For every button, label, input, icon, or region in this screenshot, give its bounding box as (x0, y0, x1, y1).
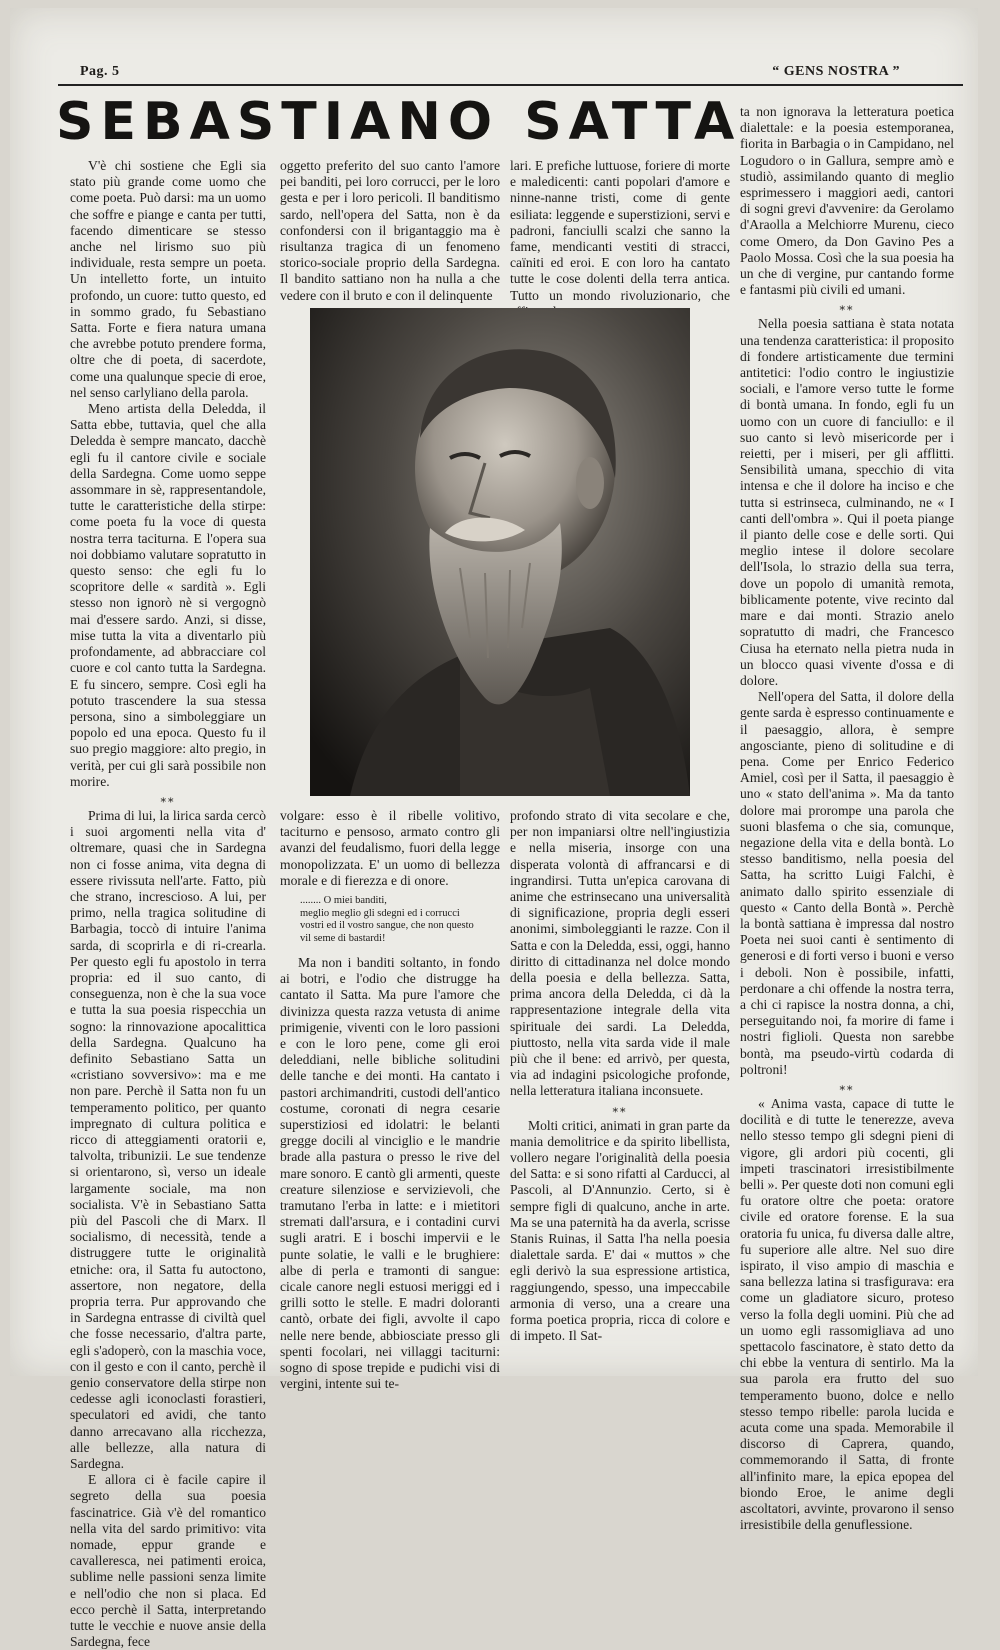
paragraph: Ma non i banditi soltanto, in fondo ai botri, e l'odio che distrugge ha cantato il Satta. Ma pure l'amore che divinizza questa razza vetusta di anime primigenie, viventi con le loro passioni e con le loro pene, come gli eroi deleddiani, nelle bibliche solitudini delle tanche e dei monti. Ha cantato i pastori archimandriti, custodi dell'antico costume, coronati di negra cesarie superstiziosi ed idolatri: le belanti gregge docili al vinciglio e le mandrie brade alla pastura o presso le rive del mare sonoro. E cantò gli armenti, queste creature silenziose e servizievoli, che tramutano l'erba in latte: e i mietitori stremati dall'arsura, e i contadini curvi sugli aratri. E i boschi impervii e le punte solatie, le valli e le brughiere: albe di perla e tramonti di sangue: cicale canore negli estuosi meriggi ed i grilli sotto le stelle. E madri doloranti cantò, orbate dei figli, avvolte il capo nelle nere bende, abbiosciate presso gli spenti focolari, nei villaggi taciturni: sogno di spose trepide e pudichi visi di vergini, intente sui te- (280, 955, 500, 1392)
paragraph: ta non ignorava la letteratura poetica dialettale: e la poesia estemporanea, fiorita in Barbagia o in Campidano, nel Logudoro o in Gallura, sempre amò e studiò, assimilando quanto di meglio esprimessero i maggiori aedi, cantori di sogni grevi d'avvenire: da Gerolamo d'Araolla a Melchiorre Murenu, cieco come Omero, da Don Gavino Pes a Paolo Mossa. Così che la sua poesia ha un che di vergine, pur cantando forme e fantasmi più civili ed umani. (740, 104, 954, 298)
paragraph: V'è chi sostiene che Egli sia stato più grande come uomo che come poeta. Può darsi: ma un uomo che soffre e piange e canta per tutti, facendo dimenticare se stesso anche nel lirismo suo più individuale, resta sempre un poeta. Un intelletto forte, un intuito profondo, un cuore: tutto questo, ed in sommo grado, fu Sebastiano Satta. Forte e fiera natura umana che avrebbe potuto prendere forma, oltre che di poeta, di sacerdote, come una qualunque specie di eroe, nel senso carlyliano della parola. (70, 158, 266, 400)
paragraph: Prima di lui, la lirica sarda cercò i suoi argomenti nella vita d' oltremare, quasi che in Sardegna non ci fosse anima, vita degna di essere rivissuta nell'arte. Fatto, più che strano, increscioso. A lui, per primo, nella tragica solitudine di Barbagia, toccò di intuire l'anima sarda, di scoprirla e di ri-crearla. Per questo egli fu apostolo in terra propria: ed il suo canto, di conseguenza, non è che la sua voce e tutta la sua poesia rispecchia un sogno: la rinnovazione apocalittica della Sardegna. Qualcuno ha definito Sebastiano Satta un «cristiano sovversivo»: ma e me non pare. Perchè il Satta non fu un temperamento politico, per quanto impregnato di cultura politica e ricco di atteggiamenti oratorii e, talvolta, tribunizii. Le sue tendenze si orientarono, sì, verso un ideale largamente sociale, ma non socialista. V'è in Sebastiano Satta più del Pascoli che di Marx. Il socialismo, di necessità, tende a distruggere tutte le originalità etniche: ora, il Satta fu autoctono, assertore, non negatore, della propria terra. Pur approvando che in Sardegna entrasse di civiltà quel che fosse necessario, d'altra parte, egli s'adoperò, con la maschia voce, con il gesto e con il canto, perchè il genio conservatore della stirpe non cedesse agli iconoclasti forastieri, speculatori ed avidi, che tanto danno arrecavano alla ricchezza, alle bellezze, alla natura di Sardegna. (70, 807, 266, 1472)
article-title: SEBASTIANO SATTA (56, 92, 742, 152)
paragraph: Nella poesia sattiana è stata notata una tendenza caratteristica: il proposito di fondere artisticamente due termini antitetici: l'odio contro le ingiustizie sociali, e l'amore verso tutte le forme di bontà umana. In fondo, egli fu un uomo con un cuore di fanciullo: e il suo canto si levò misericorde per i reietti, per i miseri, per gli afflitti. Sensibilità umana, specchio di vita intensa e che il dolore ha inciso e che tutta si estrinseca, culminando, ne « I canti dell'ombra ». Qui il poeta piange il pianto delle cose e delle sorti. Qui meglio intese il dolore secolare dell'Isola, lo strazio della sua terra, dove un popolo di umanità remota, biblicamente potente, vive recinto dal mare e dai monti. Strazio anelo sopratutto di madri, che Francesco Ciusa ha eternato nella pietra nuda in un blocco quasi vivente d'ossa e di dolore. (740, 316, 954, 688)
poem-quote (280, 895, 500, 945)
paragraph: E allora ci è facile capire il segreto della sua poesia fascinatrice. Già v'è del romantico nella vita del sardo primitivo: vita nomade, eppur grande e cavalleresca, nei patimenti eroica, sublime nelle passioni senza limite e nell'odio che non si placa. Ed ecco perchè il Satta, interpretando tutte le vecchie e nuove ansie della Sardegna, fece (70, 1472, 266, 1650)
portrait-photo (310, 308, 690, 796)
section-separator: ⁎⁎ (612, 1102, 628, 1115)
paragraph: Meno artista della Deledda, il Satta ebbe, tuttavia, quel che alla Deledda è sempre mancato, dacchè egli fu il cantore civile e sociale della Sardegna. Come uomo seppe assommare in sè, rappresentandole, tutte le caratteristiche della stirpe: come poeta fu la voce di questa nostra terra taciturna. E l'opera sua noi dobbiamo valutare sopratutto in questo senso: che egli fu lo scopritore delle « sardità ». Egli stesso non ignorò nè si vergognò mai d'essere sardo. Anzi, si disse, mise tutta la vita a diventarlo più profondamente, ad abbracciare col cuore e col canto tutta la Sardegna. E fu sincero, sempre. Così egli ha potuto trascendere la sua stessa persona, sino a simboleggiare un popolo ed una epoca. Questo fu il suo pregio maggiore: alto pregio, in verità, per cui gli sarà possibile non morire. (70, 401, 266, 789)
paragraph: profondo strato di vita secolare e che, per non impaniarsi oltre nell'ingiustizia e nella miseria, insorge con una disperata volontà di affrancarsi e di ingrandirsi. Tutta un'epica carovana di anime che estrinsecano una universalità di significazione, propria degli esseri anonimi, simboleggianti le razze. Con il Satta e con la Deledda, essi, oggi, hanno diritto di cittadinanza nel dolce mondo della poesia e della bellezza. Satta, prima ancora della Deledda, ci dà la rappresentazione integrale della vita spirituale dei sardi. La Deledda, piuttosto, nella vita sarda vide il male più che il bene: ed arrivò, per questa, via ad indagini psicologiche profonde, nella letteratura italiana inconsuete. (510, 808, 730, 1099)
paragraph: lari. E prefiche luttuose, foriere di morte e maledicenti: canti popolari d'amore e ninne-nanne tristi, come di gente esiliata: leggende e superstizioni, servi e padroni, fanciulli scalzi che sanno la fame, mendicanti vestiti di stracci, caïniti ed eroi. E con loro ha cantato tutte le cose dolenti della terra antica. Tutto un mondo rivoluzionario, che (510, 158, 730, 303)
column-3-bottom (510, 808, 730, 1344)
quote-line: ........ O miei banditi, (300, 895, 387, 907)
column-3-top (510, 158, 730, 303)
paragraph: volgare: esso è il ribelle volitivo, taciturno e pensoso, armato contro gli avanzi del feudalismo, fuori della legge monopolizzata. E' un uomo di bellezza morale e di fierezza e di onore. (280, 808, 500, 888)
portrait-image (310, 308, 690, 796)
paragraph: oggetto preferito del suo canto l'amore pei banditi, pei loro corrucci, per le loro gesta e per i loro pericoli. Il banditismo sardo, nell'opera del Satta, non è da confondersi con il brigantaggio ma è risultanza tragica di un fenomeno storico-sociale proprio della Sardegna. Il bandito sattiano non ha nulla a che vedere con il bruto e con il delinquente (280, 158, 500, 303)
column-2-bottom (280, 808, 500, 1392)
paragraph: Nell'opera del Satta, il dolore della gente sarda è espresso continuamente e il paesaggio, allora, è sempre angosciante, pieno di solitudine e di pena. Come per Enrico Federico Amiel, così per il Satta, il paesaggio è uno « stato dell'anima ». Ma da tanto dolore mai prorompe una parola che suoni blasfema o che sia, comunque, negazione della vita e della bontà. Lo stesso banditismo, nella poesia del Satta, ha scritto Luigi Falchi, è animato dallo spirito essenziale di questo « Canto della Bontà ». Perchè la bontà sattiana è impressa dal nostro Poeta nei suoi canti è sentimento di generosi e di forti verso i buoni e verso i deboli. Non è possibile, infatti, perdonare a chi offende la nostra terra, a chi ci rapisce la nostra donna, a chi, perseguitando noi, fa morire di fame i nostri figlioli. Questa non sarebbe bontà, ma pseudo-virtù codarda di poltroni! (740, 689, 954, 1077)
column-2-top (280, 158, 500, 303)
page-number: Pag. 5 (80, 64, 120, 79)
paragraph: « Anima vasta, capace di tutte le docilità e di tutte le tenerezze, aveva nello stesso tempo gli sdegni pieni di vigore, gli ardori più cocenti, gli impeti trascinatori irresistibilmente belli ». Per queste doti non comuni egli fu oratore oltre che poeta: oratore civile ed oratore forense. E la sua oratoria fu unica, fu diversa dalle altre, fu superiore alle altre. Nel suo dire ispirato, il viso ampio di maschia e sana bellezza latina si trasfigurava: era come un gladiatore sicuro, proteso verso la folla degli uomini. Più che ad un uomo egli rassomigliava ad uno spettacolo fascinatore, è stato detto da chi ebbe la ventura di sentirlo. Ma la sua parola era frutto del suo temperamento buono, dolce e nello stesso tempo ribelle: parola lucida e acuta come una spada. Memorabile il discorso di Caprera, quando, commemorando il Satta, di fronte all'infinito mare, la epica epopea del biondo Eroe, le anime degli ascoltatori, avvinte, provarono il senso irresistibile della genuflessione. (740, 1095, 954, 1533)
paragraph: Molti critici, animati in gran parte da mania demolitrice e da spirito libellista, vollero negare l'originalità della poesia del Satta: e si sono rifatti al Carducci, al Pascoli, al D'Annunzio. Certo, si è sempre figli di qualcuno, anche in arte. Ma se una paternità ha da averla, scrisse Stanis Ruinas, il Satta l'ha nella poesia dialettale sarda. E' dai « muttos » che egli derivò la sua espressione artistica, raggiungendo, spesso, una impeccabile armonia di verso, una a creare una forma poetica propria, ricca di colore e di impeto. Il Sat- (510, 1117, 730, 1344)
section-separator: ⁎⁎ (839, 301, 855, 314)
publication-name: “ GENS NOSTRA ” (772, 64, 900, 79)
quote-line: vostri ed il vostro sangue, che non questo (300, 920, 474, 932)
quote-line: vil seme di bastardi! (300, 932, 386, 944)
newspaper-page (10, 8, 978, 1650)
quote-line: meglio meglio gli sdegni ed i corrucci (300, 907, 460, 919)
column-1 (70, 158, 266, 1650)
header-rule (58, 84, 963, 86)
section-separator: ⁎⁎ (839, 1080, 855, 1093)
section-separator: ⁎⁎ (160, 792, 176, 805)
column-4 (740, 104, 954, 1533)
